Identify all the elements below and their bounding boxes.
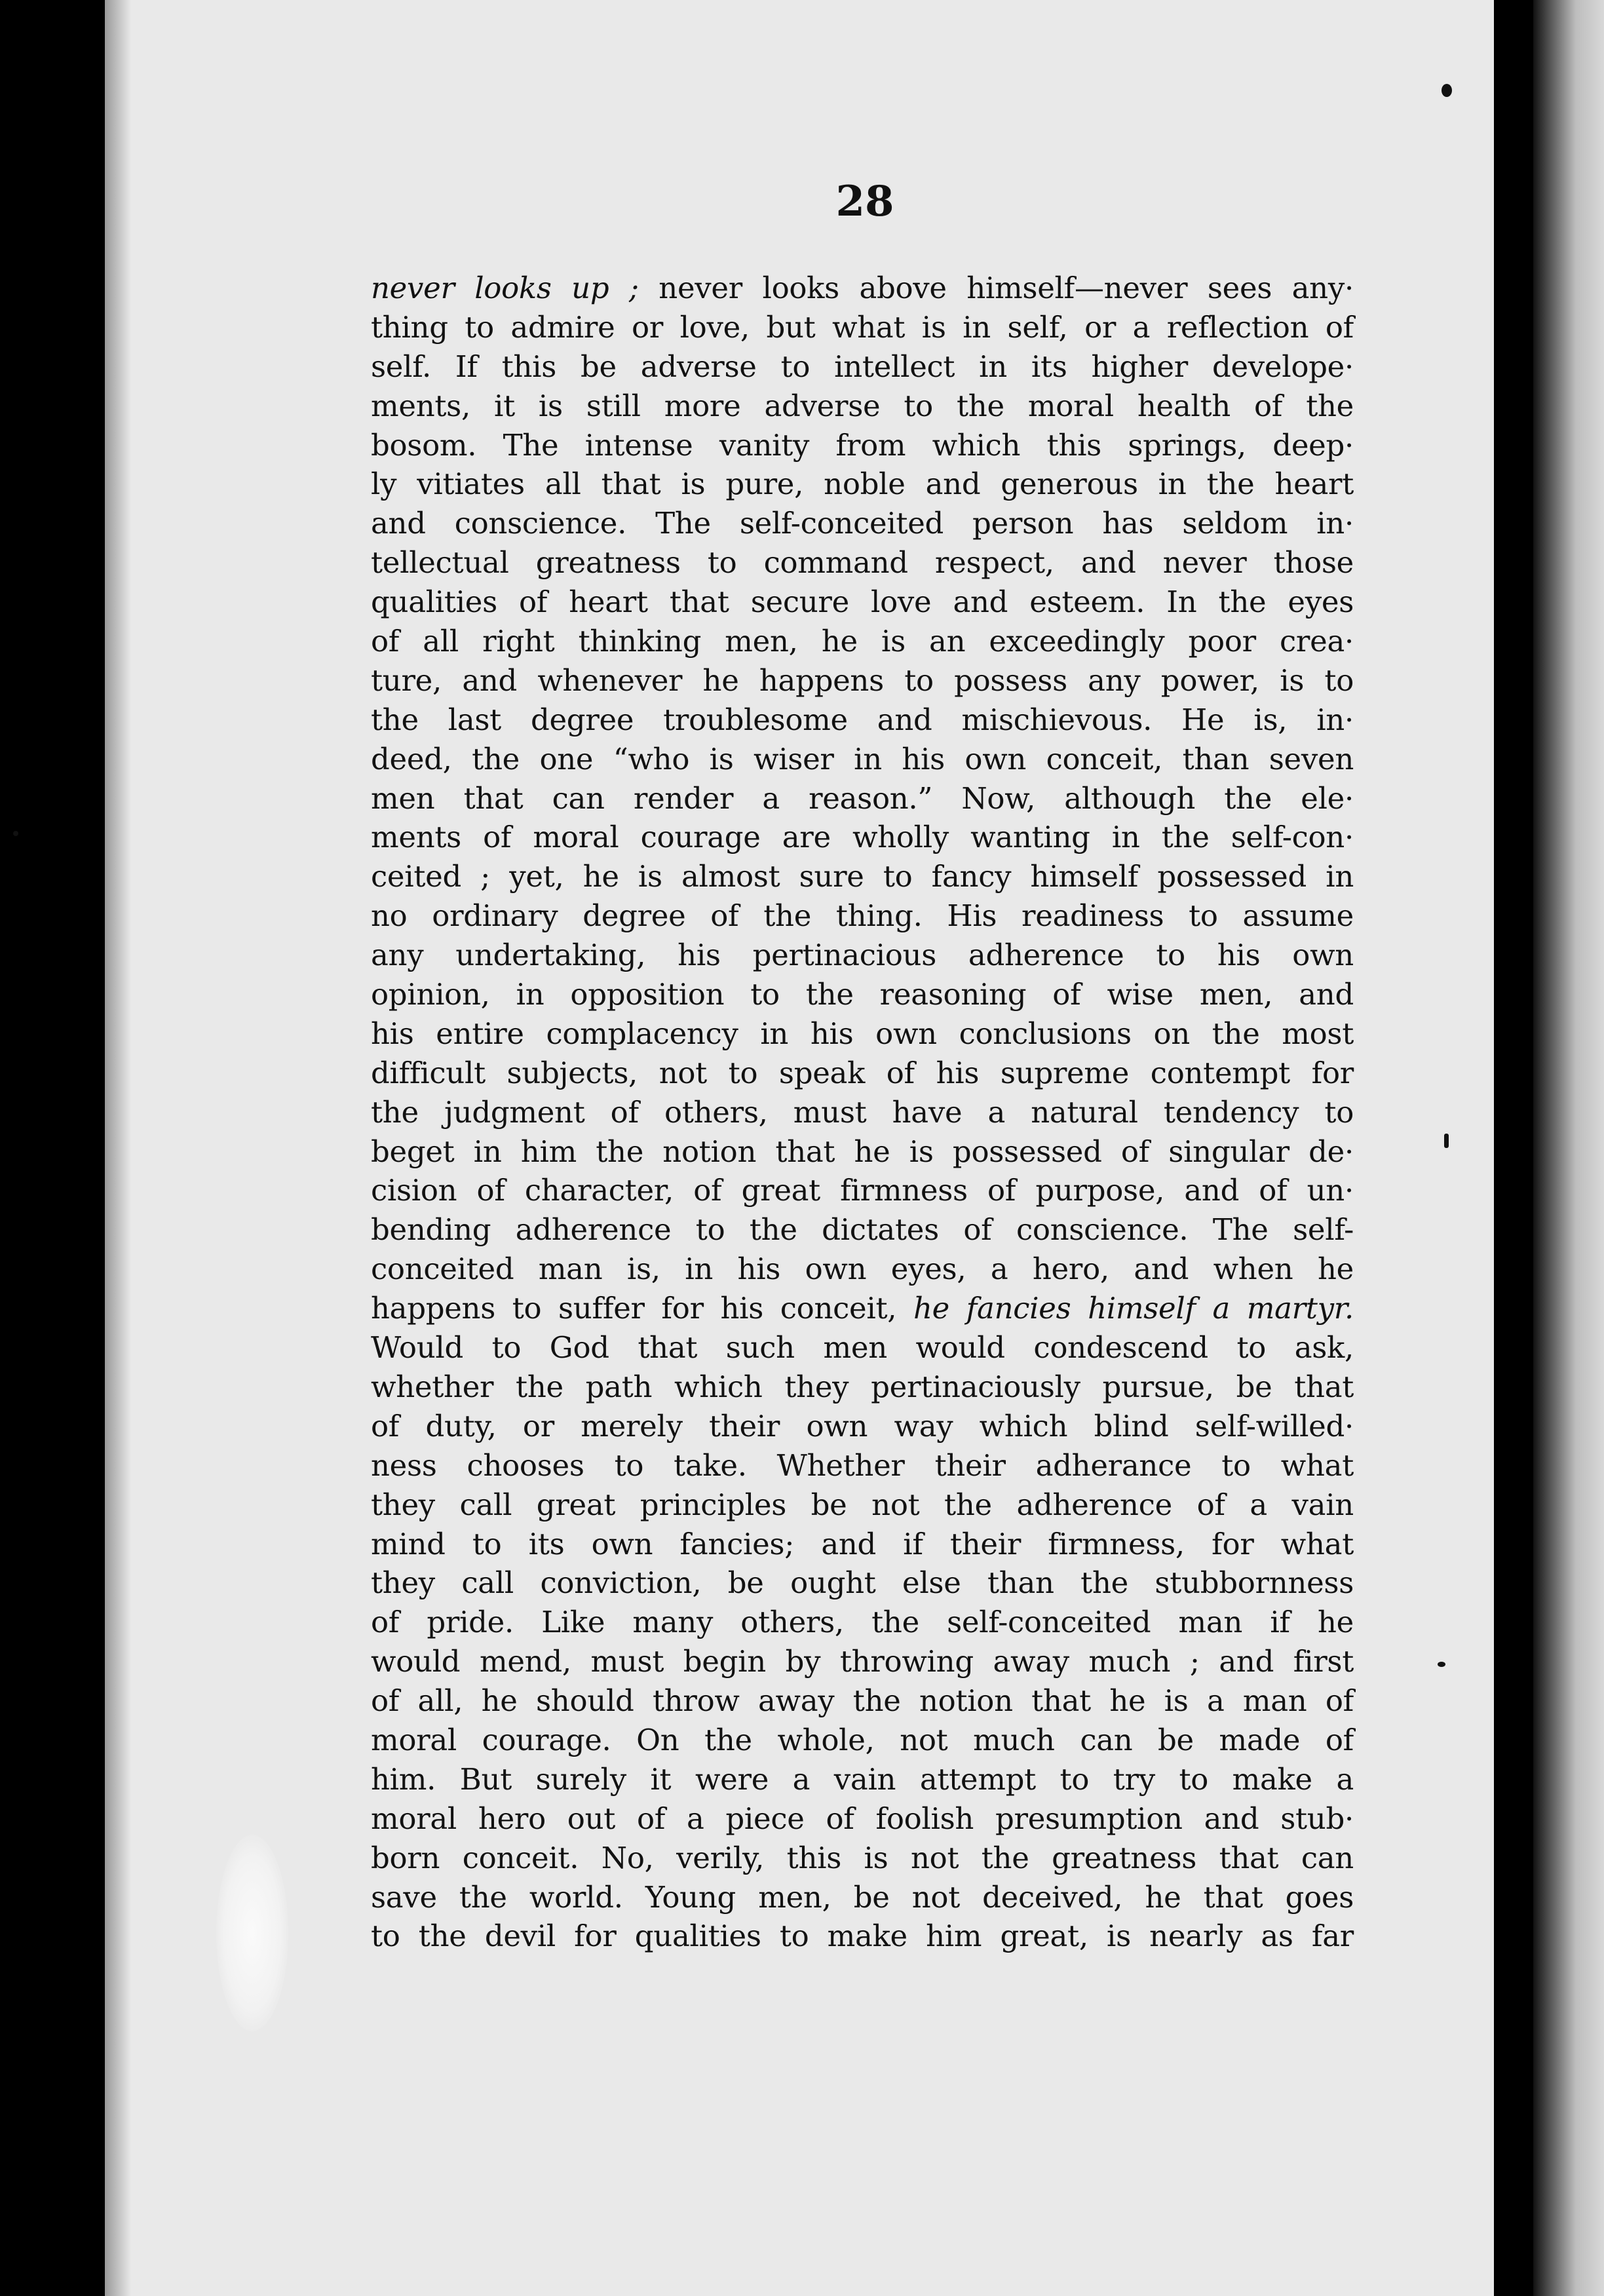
text-segment: ly vitiates all that is pure, noble and generous in the heart [371, 467, 1354, 502]
text-line [371, 1054, 1354, 1093]
text-line [371, 308, 1354, 347]
text-segment: qualities of heart that secure love and esteem. In the eyes [371, 584, 1354, 620]
text-line [371, 779, 1354, 818]
text-segment: the last degree troublesome and mischievous. He is, in· [371, 702, 1354, 737]
ink-speck [13, 831, 18, 836]
text-line [371, 1760, 1354, 1799]
text-segment: save the world. Young men, be not deceived, he that goes [371, 1879, 1354, 1915]
text-segment: to the devil for qualities to make him great, is nearly as far [371, 1919, 1354, 1954]
text-segment: ceited ; yet, he is almost sure to fancy himself possessed in [371, 859, 1354, 894]
text-segment: born conceit. No, verily, this is not the greatness that can [371, 1840, 1354, 1875]
text-line [371, 1093, 1354, 1132]
text-line [371, 1250, 1354, 1289]
text-segment: whether the path which they pertinaciously pursue, be that [371, 1369, 1354, 1404]
italic-text-segment: never looks up ; [371, 271, 639, 305]
text-line [371, 1171, 1354, 1210]
text-line [371, 1563, 1354, 1603]
text-line [371, 896, 1354, 936]
text-line [371, 818, 1354, 857]
text-line [371, 1642, 1354, 1681]
text-line [371, 1446, 1354, 1485]
text-segment: of all, he should throw away the notion that he is a man of [371, 1683, 1354, 1719]
text-line [371, 1368, 1354, 1407]
text-segment: never looks above himself—never sees any· [638, 271, 1354, 305]
text-line [371, 622, 1354, 661]
text-line [371, 1878, 1354, 1917]
text-line [371, 426, 1354, 465]
ink-speck [1438, 1662, 1445, 1667]
text-line [371, 1407, 1354, 1446]
text-segment: any undertaking, his pertinacious adherence to his own [371, 938, 1354, 973]
text-segment: men that can render a reason.” Now, although the ele· [371, 780, 1354, 816]
text-segment: him. But surely it were a vain attempt to try to make a [371, 1761, 1354, 1797]
text-segment: no ordinary degree of the thing. His readiness to assume [371, 898, 1354, 934]
text-segment: of duty, or merely their own way which blind self-willed· [371, 1408, 1354, 1444]
text-segment: would mend, must begin by throwing away much ; and first [371, 1644, 1354, 1679]
text-line [371, 1132, 1354, 1172]
text-segment: of pride. Like many others, the self-conceited man if he [371, 1605, 1354, 1640]
text-segment: happens to suffer for his conceit, [371, 1291, 913, 1326]
text-line [371, 700, 1354, 740]
text-line [371, 347, 1354, 387]
text-line [371, 1485, 1354, 1525]
page-gutter-shadow [105, 0, 131, 2296]
text-line [371, 465, 1354, 504]
text-line [371, 1917, 1354, 1956]
text-segment: bosom. The intense vanity from which this springs, deep· [371, 427, 1354, 463]
text-line [371, 504, 1354, 543]
text-segment: beget in him the notion that he is possessed of singular de· [371, 1134, 1354, 1169]
text-line [371, 269, 1354, 308]
text-segment: tellectual greatness to command respect, and never those [371, 545, 1354, 581]
italic-text-segment: he fancies himself a martyr. [913, 1291, 1354, 1326]
text-segment: ture, and whenever he happens to possess any power, is to [371, 662, 1354, 698]
text-segment: cision of character, of great firmness of purpose, and of un· [371, 1173, 1354, 1208]
text-line [371, 1289, 1354, 1328]
text-segment: self. If this be adverse to intellect in its higher develope· [371, 349, 1354, 384]
text-segment: they call conviction, be ought else than the stubbornness [371, 1565, 1354, 1601]
page-number: 28 [835, 177, 894, 226]
text-line [371, 1799, 1354, 1839]
text-line [371, 857, 1354, 896]
text-line [371, 661, 1354, 700]
ink-speck [1442, 84, 1452, 97]
text-segment: mind to its own fancies; and if their firmness, for what [371, 1526, 1354, 1561]
text-line [371, 387, 1354, 426]
text-line [371, 1721, 1354, 1760]
text-segment: moral courage. On the whole, not much can be made of [371, 1722, 1354, 1757]
text-segment: and conscience. The self-conceited person has seldom in· [371, 506, 1354, 541]
text-line [371, 1603, 1354, 1642]
text-segment: bending adherence to the dictates of conscience. The self- [371, 1212, 1354, 1248]
body-text [371, 269, 1354, 1956]
text-line [371, 1328, 1354, 1368]
text-segment: conceited man is, in his own eyes, a hero, and when he [371, 1252, 1354, 1287]
text-segment: of all right thinking men, he is an exceedingly poor crea· [371, 624, 1354, 659]
text-segment: they call great principles be not the adherence of a vain [371, 1487, 1354, 1522]
text-line [371, 543, 1354, 583]
text-segment: ness chooses to take. Whether their adherance to what [371, 1447, 1354, 1483]
text-segment: difficult subjects, not to speak of his supreme contempt for [371, 1055, 1354, 1090]
text-segment: moral hero out of a piece of foolish presumption and stub· [371, 1801, 1354, 1836]
text-segment: ments of moral courage are wholly wanting in the self-con· [371, 820, 1354, 855]
paper-stain [216, 1835, 288, 2031]
text-segment: ments, it is still more adverse to the moral health of the [371, 388, 1354, 423]
text-segment: thing to admire or love, but what is in self, or a reflection of [371, 309, 1354, 345]
text-segment: opinion, in opposition to the reasoning of wise men, and [371, 977, 1354, 1012]
text-line [371, 1014, 1354, 1054]
text-segment: deed, the one “who is wiser in his own conceit, than seven [371, 741, 1354, 776]
ink-speck [1444, 1134, 1449, 1148]
text-segment: his entire complacency in his own conclusions on the most [371, 1016, 1354, 1051]
text-line [371, 1210, 1354, 1250]
text-segment: Would to God that such men would condescend to ask, [371, 1330, 1354, 1366]
text-line [371, 583, 1354, 622]
text-line [371, 975, 1354, 1014]
text-line [371, 1839, 1354, 1878]
text-line [371, 1525, 1354, 1564]
text-line [371, 740, 1354, 779]
adjacent-page-edge [1533, 0, 1604, 2296]
text-segment: the judgment of others, must have a natural tendency to [371, 1094, 1354, 1130]
text-line [371, 1681, 1354, 1721]
text-line [371, 936, 1354, 975]
